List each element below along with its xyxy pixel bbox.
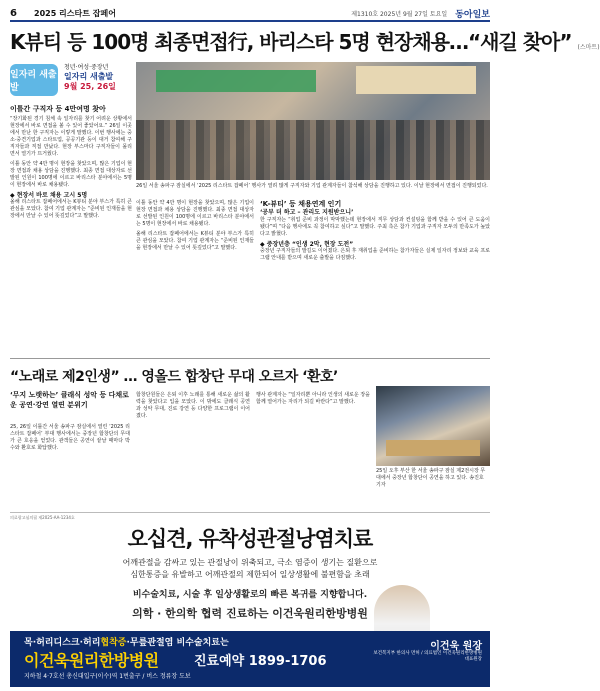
promo-line2: 일자리 새출발 xyxy=(64,72,114,81)
ad-phone[interactable]: 진료예약 1899-1706 xyxy=(194,654,327,669)
article1-col-left xyxy=(10,116,132,352)
side-subheadline: ‘공부 더 하고 – 관리도 지원받으니’ xyxy=(260,209,354,216)
article2-caption-credit: 송진호 기자 xyxy=(376,475,484,488)
ad-hospital-name: 이건욱원리한방병원 xyxy=(24,651,159,670)
article1-lede: 이틀간 구직자 등 4만여명 찾아 xyxy=(10,105,106,113)
ad-bar-tagline xyxy=(24,635,229,648)
issue-meta: 제1310호 2025년 9월 27일 토요일 xyxy=(351,10,448,18)
ad-line4: 의학 · 한의학 협력 진료하는 이건욱원리한방병원 xyxy=(132,607,368,620)
article2-caption-text: 25일 오후 부산 한 서울 송파구 잠실 제2전시장 무대에서 중장년 합창단이 공연을 하고 있다. xyxy=(376,468,486,481)
doctor-name: 이건욱 원장 xyxy=(430,641,482,652)
article2-subheadline: ‘무지 노랫하는’ 클래식 성악 등 다채로운 공연·강연 열띤 분위기 xyxy=(10,391,129,409)
article1-para1: “장기화된 경기 침체 속 일자리를 찾기 어려운 상황에서 현장에서 바로 면접을 볼 수 있어 좋았어요.” 26일 이곳에서 만난 한 구직자는 이렇게 말했다. 이번 행사에는 중소·중견기업과 스타트업, 공공기관 등이 대거 참여해 구직자들과 직접 만났다. 현장 부스마다 구직자들이 몰리면서 열기가 뜨거웠다. xyxy=(10,116,132,157)
photo-banner-right xyxy=(356,66,476,94)
article1-mid-para: 이틀 동안 약 4만 명이 현장을 찾았으며, 많은 기업이 현장 면접과 채용 상담을 진행했다. 최종 면접 대상자로 선발된 인원이 100명에 이르고 바리스타 분야에서는 5명이 현장에서 바로 채용됐다. xyxy=(136,200,254,227)
article1-para3: 올해 리스타트 잡페어에서는 K뷰티 분야 부스가 특히 큰 관심을 모았다. 참여 기업 관계자는 “준비된 인재들을 현장에서 만날 수 있어 뜻깊었다”고 말했다. xyxy=(10,199,132,219)
ad-address: 지하철 4·7호선 총신대입구(이수)역 1번출구 / 버스 정류장 도보 xyxy=(24,673,191,680)
main-headline xyxy=(10,26,600,58)
ad-line1: 어깨관절을 감싸고 있는 관절낭이 위축되고, 극소 염증이 생기는 질환으로 xyxy=(122,558,378,567)
article2-col1 xyxy=(10,424,130,506)
article2-para2: 합창단원들은 은퇴 이후 노래를 통해 새로운 삶의 활력을 찾았다고 입을 모았다. 이 밖에도 클래식 공연과 성악 무대, 진로 강연 등 다양한 프로그램이 이어졌다. xyxy=(136,392,250,419)
article1-subhead: ◆ 현장서 바로 채용 고시 5명 xyxy=(10,192,88,199)
main-headline-text: K뷰티 등 100명 최종면접行, 바리스타 5명 현장채용…“새길 찾아” xyxy=(10,30,572,54)
page-number: 6 xyxy=(10,7,17,19)
headline-source: (스마트) xyxy=(577,44,600,51)
side-para1: 한 구직자는 “취업 준비 과정이 막막했는데 현장에서 직무 상담과 컨설팅을 함께 받을 수 있어 큰 도움이 됐다”며 “다음 행사에도 꼭 참여하고 싶다”고 말했다. 주최 측은 참가 기업과 구직자 모두의 만족도가 높았다고 밝혔다. xyxy=(260,217,490,237)
article2-para3: 행사 관계자는 “일자리뿐 아니라 인생의 새로운 장을 함께 열어가는 자리가 되길 바란다”고 말했다. xyxy=(256,392,370,405)
ad-line3: 비수술치료, 시술 후 일상생활로의 빠른 복귀를 지향합니다. xyxy=(132,590,368,600)
photo-crowd xyxy=(136,120,490,180)
article1-col-right xyxy=(260,200,490,352)
lead-photo xyxy=(136,62,490,180)
article2-para1: 25, 26일 이틀간 서울 송파구 잠실에서 열린 ‘2025 리스타트 잡페어’ 부대 행사에서는 중장년 합창단의 무대가 큰 호응을 얻었다. 관객들은 공연이 끝날 때마다 박수와 환호로 화답했다. xyxy=(10,424,130,451)
article2-col3 xyxy=(256,392,370,506)
side-headline: ‘K-뷰티’ 등 채용연계 인기 xyxy=(260,200,342,208)
event-logo xyxy=(10,64,58,96)
advertisement xyxy=(10,512,490,686)
doctor-title: 보건복지부 한의사 면허 / 의료법인 이건욱원리한방병원 대표원장 xyxy=(373,651,482,662)
ad-bar-tagline-b: ·무릎관절염 비수술치료는 xyxy=(126,638,229,648)
section-divider xyxy=(10,358,490,359)
ad-headline: 오십견, 유착성관절낭염치료 xyxy=(127,527,373,551)
ad-bar-tagline-highlight: 협착증 xyxy=(100,638,127,648)
page-header xyxy=(10,6,490,22)
ad-line2: 심한통증을 유발하고 어깨관절의 제한되어 일상생활에 불편함을 초래 xyxy=(130,570,370,579)
event-logo-label: 일자리 새출발 xyxy=(10,70,57,93)
ad-bar-tagline-a: 목·허리디스크·허리 xyxy=(24,638,101,648)
photo-banner xyxy=(156,70,316,92)
section-title: 2025 리스타트 잡페어 xyxy=(34,8,116,18)
article2-headline: “노래로 제2인생” … 영올드 합창단 무대 오르자 ‘환호’ xyxy=(10,369,338,385)
lead-photo-caption: 26일 서울 송파구 잠실에서 ‘2025 리스타트 잡페어’ 행사가 열려 많게 구직자와 기업 관계자들이 참석해 상담을 진행하고 있다. 이날 현장에서 면접이 진행되었다. xyxy=(136,183,488,189)
event-promo xyxy=(64,64,130,98)
article2-col2 xyxy=(136,392,250,506)
article2-photo-caption xyxy=(376,468,490,489)
article2-photo xyxy=(376,386,490,466)
ad-note: 의료광고심의필 제2025-AA-1234호 xyxy=(10,515,75,520)
photo-stage xyxy=(386,440,480,456)
side-para2: 중장년 구직자들의 발길도 이어졌다. 은퇴 후 재취업을 준비하는 참가자들은 실제 일자리 정보와 교육 프로그램 안내를 받으며 새로운 출발을 다짐했다. xyxy=(260,248,490,261)
promo-line3: 9월 25, 26일 xyxy=(64,82,116,91)
publication-name: 동아일보 xyxy=(455,9,490,20)
article1-mid-para2: 올해 리스타트 잡페어에서는 K뷰티 분야 부스가 특히 큰 관심을 모았다. 참여 기업 관계자는 “준비된 인재들을 현장에서 만날 수 있어 뜻깊었다”고 말했다. xyxy=(136,231,254,251)
article1-para2: 이틀 동안 약 4만 명이 현장을 찾았으며, 많은 기업이 현장 면접과 채용 상담을 진행했다. 최종 면접 대상자로 선발된 인원이 100명에 이르고 바리스타 분야에서는 5명이 현장에서 바로 채용됐다. xyxy=(10,161,132,188)
side-subhead: ◆ 중장년층 “인생 2막, 현장 도전” xyxy=(260,241,354,248)
promo-line1: 청년·여성·중장년 xyxy=(64,64,109,71)
article1-col-mid xyxy=(136,200,254,352)
